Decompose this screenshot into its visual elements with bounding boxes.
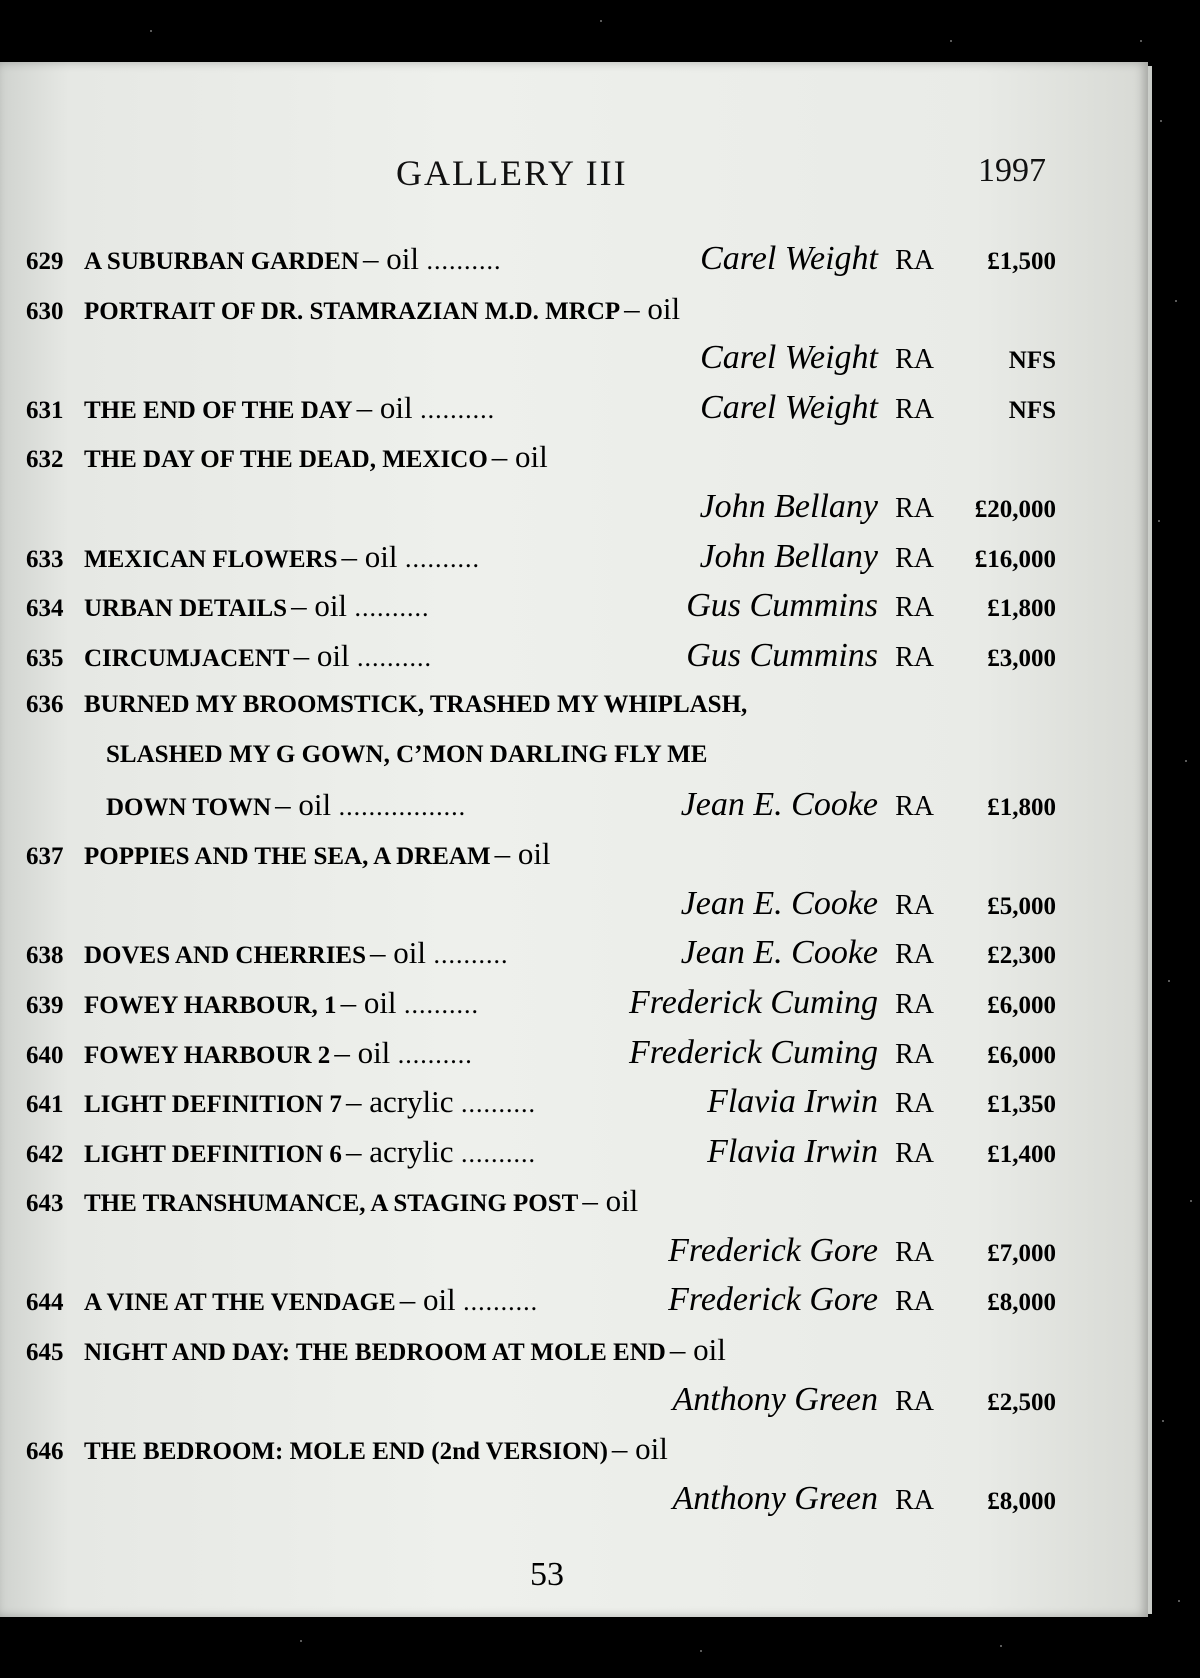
catalogue-entry — [26, 432, 1056, 482]
artist-price-block — [700, 482, 1056, 532]
entry-title: LIGHT DEFINITION 7 — [84, 1091, 342, 1119]
leader-dots: .......... — [419, 246, 502, 275]
entry-title: THE TRANSHUMANCE, A STAGING POST — [84, 1190, 579, 1218]
leader-dots: .......... — [347, 593, 430, 623]
price: £1,350 — [987, 1091, 1056, 1119]
entry-medium: – oil — [341, 538, 398, 574]
entry-medium: – oil — [494, 836, 551, 872]
entry-title: FOWEY HARBOUR, 1 — [84, 991, 337, 1019]
price: £7,000 — [987, 1239, 1056, 1267]
artist-name: John Bellany — [699, 487, 878, 525]
price: £2,300 — [987, 942, 1056, 970]
artist-price-block — [707, 1127, 1056, 1177]
ra-suffix: RA — [895, 344, 934, 376]
entry-number: 636 — [26, 691, 64, 719]
entry-number: 645 — [26, 1339, 64, 1367]
artist-price-block — [672, 1375, 1056, 1425]
catalogue-entry — [26, 829, 1056, 879]
ra-suffix: RA — [895, 988, 934, 1020]
entry-number: 642 — [26, 1140, 64, 1168]
ra-suffix: RA — [895, 492, 934, 524]
entry-title: THE DAY OF THE DEAD, MEXICO — [84, 446, 488, 474]
price: £8,000 — [987, 1289, 1056, 1317]
background-speck — [1185, 760, 1187, 762]
artist-name: Carel Weight — [700, 240, 878, 277]
price: £2,500 — [987, 1388, 1056, 1416]
artist-name: Anthony Green — [672, 1380, 878, 1418]
artist-price-block — [686, 631, 1056, 681]
entry-title: THE END OF THE DAY — [84, 396, 353, 424]
artist-price-block — [681, 780, 1056, 830]
entry-number: 637 — [26, 843, 64, 871]
catalogue-entry — [26, 680, 1056, 730]
catalogue-entry — [26, 581, 1056, 631]
background-speck — [1190, 1200, 1192, 1202]
entry-artist-line — [26, 482, 1056, 532]
entry-title: PORTRAIT OF DR. STAMRAZIAN M.D. MRCP — [84, 297, 621, 325]
ra-suffix: RA — [895, 1385, 934, 1417]
price: £1,400 — [987, 1140, 1056, 1168]
entry-medium: – acrylic — [345, 1084, 454, 1120]
background-speck — [700, 1650, 702, 1652]
background-speck — [1168, 980, 1170, 982]
entry-number: 639 — [26, 991, 64, 1019]
entry-medium: – oil — [399, 1282, 456, 1318]
entry-medium: – oil — [334, 1034, 391, 1070]
background-speck — [1140, 40, 1142, 42]
background-speck — [1158, 520, 1160, 522]
ra-suffix: RA — [895, 1286, 934, 1318]
background-speck — [1000, 1645, 1002, 1647]
artist-price-block — [668, 1275, 1056, 1325]
entry-medium: – oil — [491, 439, 548, 475]
artist-name: Gus Cummins — [686, 587, 878, 625]
background-speck — [1175, 300, 1177, 302]
ra-suffix: RA — [895, 592, 934, 624]
entry-title-continuation — [26, 730, 1056, 780]
entry-title: A SUBURBAN GARDEN — [84, 248, 360, 275]
entry-title: CIRCUMJACENT — [84, 644, 290, 672]
ra-suffix: RA — [895, 245, 934, 276]
entry-title: NIGHT AND DAY: THE BEDROOM AT MOLE END — [84, 1339, 666, 1367]
background-speck — [1178, 1600, 1180, 1602]
leader-dots: .......... — [349, 642, 433, 672]
entry-number: 640 — [26, 1041, 64, 1069]
artist-name: Frederick Gore — [668, 1281, 878, 1319]
leader-dots: .......... — [396, 989, 480, 1019]
background-speck — [1160, 120, 1162, 122]
entry-title: POPPIES AND THE SEA, A DREAM — [84, 843, 491, 871]
catalogue-entry — [26, 234, 1056, 284]
entry-medium: – oil — [669, 1332, 726, 1368]
artist-price-block — [681, 928, 1056, 978]
leader-dots: .......... — [412, 394, 496, 424]
entry-number: 646 — [26, 1438, 64, 1466]
ra-suffix: RA — [895, 393, 934, 425]
entry-artist-line — [26, 879, 1056, 929]
entry-number: 638 — [26, 942, 64, 970]
entry-medium: – oil — [611, 1431, 668, 1467]
entry-medium: – oil — [624, 290, 681, 326]
entry-number: 634 — [26, 595, 64, 623]
leader-dots: ................. — [331, 791, 467, 821]
artist-name: Jean E. Cooke — [680, 934, 878, 972]
ra-suffix: RA — [895, 1137, 934, 1169]
artist-price-block — [668, 1226, 1056, 1276]
background-speck — [300, 1640, 302, 1642]
price: £1,800 — [987, 793, 1056, 821]
artist-price-block — [672, 1474, 1056, 1524]
catalogue-entry — [26, 532, 1056, 582]
ra-suffix: RA — [895, 790, 934, 822]
artist-price-block — [700, 234, 1056, 284]
artist-price-block — [707, 1077, 1056, 1127]
entry-number: 633 — [26, 545, 64, 573]
catalogue-entry — [26, 1077, 1056, 1127]
price: £6,000 — [987, 1041, 1056, 1069]
price: £20,000 — [974, 495, 1056, 523]
price: £1,800 — [987, 595, 1056, 623]
page-header — [0, 152, 1100, 202]
catalogue-entry — [26, 383, 1056, 433]
catalogue-entry — [26, 284, 1056, 334]
ra-suffix: RA — [895, 641, 934, 673]
entry-number: 644 — [26, 1289, 64, 1317]
ra-suffix: RA — [895, 1038, 934, 1070]
entry-medium: – oil — [582, 1183, 639, 1219]
artist-name: Frederick Cuming — [629, 1033, 878, 1071]
entry-title: URBAN DETAILS — [84, 595, 288, 623]
entry-title: FOWEY HARBOUR 2 — [84, 1041, 331, 1069]
artist-price-block — [700, 532, 1056, 582]
catalogue-entry — [26, 928, 1056, 978]
catalogue-entry — [26, 631, 1056, 681]
entry-title: BURNED MY BROOMSTICK, TRASHED MY WHIPLASH, — [84, 691, 748, 719]
entry-title: A VINE AT THE VENDAGE — [84, 1289, 396, 1317]
ra-suffix: RA — [895, 1088, 934, 1120]
entry-medium: – oil — [356, 389, 413, 425]
entry-number: 629 — [26, 248, 64, 275]
price: £16,000 — [974, 545, 1056, 573]
artist-name: Jean E. Cooke — [680, 884, 878, 922]
artist-name: Gus Cummins — [686, 636, 878, 674]
artist-name: Flavia Irwin — [707, 1083, 878, 1121]
artist-name: Carel Weight — [700, 339, 878, 377]
entry-medium: – oil — [291, 588, 348, 624]
artist-name: Frederick Gore — [668, 1231, 878, 1269]
price: £6,000 — [987, 991, 1056, 1019]
leader-dots: .......... — [455, 1287, 539, 1317]
entry-title: SLASHED MY G GOWN, C’MON DARLING FLY ME — [106, 740, 708, 768]
catalogue-entry — [26, 1424, 1056, 1474]
artist-name: Frederick Cuming — [629, 983, 878, 1021]
entry-medium: – oil — [370, 935, 426, 971]
artist-name: Anthony Green — [672, 1479, 878, 1517]
catalogue-entry — [26, 1028, 1056, 1078]
entry-title-continuation — [26, 780, 1056, 830]
entry-artist-line — [26, 1226, 1056, 1276]
artist-name: Jean E. Cooke — [680, 785, 878, 823]
artist-price-block — [700, 383, 1056, 433]
entry-artist-line — [26, 333, 1056, 383]
entry-medium: – acrylic — [345, 1133, 454, 1169]
price: £3,000 — [987, 644, 1056, 672]
entry-title: THE BEDROOM: MOLE END (2nd VERSION) — [84, 1438, 608, 1466]
leader-dots: .......... — [453, 1138, 537, 1168]
entry-number: 643 — [26, 1190, 64, 1218]
leader-dots: .......... — [397, 543, 480, 573]
entry-medium: – oil — [363, 241, 420, 276]
catalogue-entry — [26, 978, 1056, 1028]
artist-price-block — [686, 581, 1056, 631]
leader-dots: .......... — [426, 940, 509, 970]
entry-number: 632 — [26, 446, 64, 474]
catalogue-entry — [26, 1325, 1056, 1375]
price: NFS — [1008, 347, 1056, 375]
entry-artist-line — [26, 1474, 1056, 1524]
price: £8,000 — [987, 1487, 1056, 1515]
artist-price-block — [681, 879, 1056, 929]
entry-title: DOVES AND CHERRIES — [84, 942, 367, 970]
ra-suffix: RA — [895, 889, 934, 921]
catalogue-entry — [26, 1176, 1056, 1226]
gallery-title: GALLERY III — [396, 153, 628, 193]
background-speck — [600, 20, 602, 22]
entry-title: MEXICAN FLOWERS — [84, 545, 338, 573]
ra-suffix: RA — [895, 939, 934, 971]
catalogue-year: 1997 — [978, 152, 1046, 189]
leader-dots: .......... — [390, 1039, 473, 1069]
price: £5,000 — [987, 892, 1056, 920]
background-speck — [1162, 1420, 1164, 1422]
ra-suffix: RA — [895, 542, 934, 574]
entry-number: 635 — [26, 644, 64, 672]
entry-artist-line — [26, 1375, 1056, 1425]
leader-dots: .......... — [453, 1089, 537, 1119]
artist-name: Carel Weight — [700, 388, 878, 426]
entry-number: 630 — [26, 297, 64, 325]
ra-suffix: RA — [895, 1484, 934, 1516]
artist-price-block — [700, 333, 1056, 383]
entry-title: LIGHT DEFINITION 6 — [84, 1140, 342, 1168]
price: £1,500 — [987, 248, 1056, 275]
artist-price-block — [629, 978, 1056, 1028]
entry-medium: – oil — [340, 984, 397, 1020]
entry-number: 631 — [26, 396, 64, 424]
entry-medium: – oil — [293, 637, 350, 673]
artist-name: Flavia Irwin — [707, 1132, 878, 1170]
entry-medium: – oil — [275, 786, 332, 822]
entry-title: DOWN TOWN — [106, 793, 272, 821]
entry-number: 641 — [26, 1091, 64, 1119]
page-number: 53 — [530, 1556, 564, 1593]
artist-name: John Bellany — [699, 537, 878, 575]
catalogue-entries — [26, 234, 1056, 1523]
background-speck — [150, 30, 152, 32]
artist-price-block — [629, 1028, 1056, 1078]
catalogue-entry — [26, 1127, 1056, 1177]
price: NFS — [1008, 396, 1056, 424]
catalogue-entry — [26, 1275, 1056, 1325]
ra-suffix: RA — [895, 1236, 934, 1268]
background-speck — [950, 40, 952, 42]
